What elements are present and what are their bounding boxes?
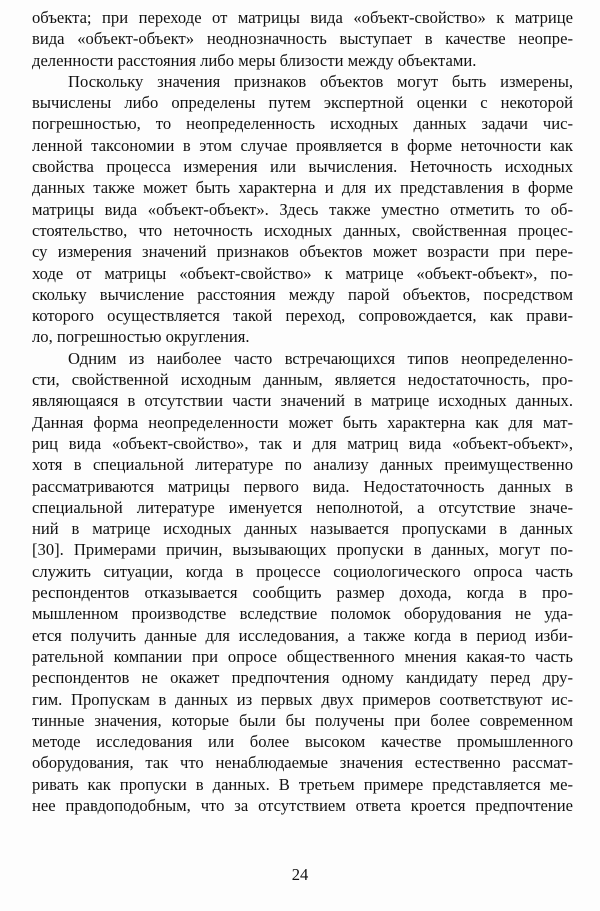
text-line: сти, свойственной исходным данным, является недостаточность, про- — [32, 370, 573, 390]
text-line: матрицы вида «объект-объект». Здесь также уместно отметить то об- — [32, 199, 573, 219]
text-line: рассматриваются матрицы первого вида. Недостаточность данных в — [32, 476, 573, 496]
text-line: специальной литературе именуется неполнотой, а отсутствие значе- — [32, 497, 573, 517]
text-line: методе исследования или более высоком качестве промышленного — [32, 732, 573, 752]
text-line: Данная форма неопределенности может быть характерна как для мат- — [32, 412, 573, 432]
text-line: вида «объект-объект» неоднозначность выступает в качестве неопре- — [32, 29, 573, 49]
text-line: ходе от матрицы «объект-свойство» к матрице «объект-объект», по- — [32, 263, 573, 283]
text-line: хотя в специальной литературе по анализу данных преимущественно — [32, 455, 573, 475]
text-line: Поскольку значения признаков объектов могут быть измерены, — [68, 71, 573, 91]
text-line: нее правдоподобным, что за отсутствием ответа кроется предпочтение — [32, 795, 573, 815]
text-line: оборудования, так что ненаблюдаемые значения естественно рассмат- — [32, 753, 573, 773]
text-line: свойства процесса измерения или вычисления. Неточность исходных — [32, 157, 573, 177]
body-text — [32, 7, 573, 816]
text-line: риц вида «объект-свойство», так и для матриц вида «объект-объект», — [32, 433, 573, 453]
text-line: данных также может быть характерна и для их представления в форме — [32, 178, 573, 198]
text-line: объекта; при переходе от матрицы вида «объект-свойство» к матрице — [32, 8, 573, 27]
text-line: являющаяся в отсутствии части значений в матрице исходных данных. — [32, 391, 573, 411]
text-line: Одним из наиболее часто встречающихся типов неопределенно- — [68, 348, 573, 368]
text-line: ется получить данные для исследования, а также когда в период изби- — [32, 625, 573, 645]
text-line: [30]. Примерами причин, вызывающих пропуски в данных, могут по- — [32, 540, 573, 560]
text-line: респондентов не окажет предпочтения одному кандидату перед дру- — [32, 668, 573, 688]
text-line: деленности расстояния либо меры близости между объектами. — [32, 50, 477, 70]
text-line: скольку вычисление расстояния между парой объектов, посредством — [32, 284, 573, 304]
text-line: ло, погрешностью округления. — [32, 327, 250, 347]
text-line: ний в матрице исходных данных называется пропусками в данных — [32, 519, 573, 539]
text-line: которого осуществляется такой переход, сопровождается, как прави- — [32, 306, 573, 326]
text-line: мышленном производстве вследствие поломок оборудования не уда- — [32, 604, 573, 624]
text-line: респондентов отказывается сообщить размер дохода, когда в про- — [32, 583, 573, 603]
page-number: 24 — [291, 865, 309, 884]
text-line: гим. Пропускам в данных из первых двух примеров соответствуют ис- — [32, 689, 573, 709]
text-line: ривать как пропуски в данных. В третьем примере представляется ме- — [32, 774, 573, 794]
text-line: служить ситуации, когда в процессе социологического опроса часть — [32, 561, 573, 581]
text-line: стоятельство, что неточность исходных данных, свойственная процес- — [32, 220, 573, 240]
text-line: вычислены либо определены путем экспертной оценки с некоторой — [32, 93, 573, 113]
text-line: тинные значения, которые были бы получены при более современном — [32, 710, 573, 730]
text-line: ленной таксономии в этом случае проявляется в форме неточности как — [32, 135, 573, 155]
text-line: рательной компании при опросе общественного мнения какая-то часть — [32, 646, 573, 666]
text-line: погрешностью, то неопределенность исходных данных задачи чис- — [32, 114, 573, 134]
text-line: су измерения значений признаков объектов может возрасти при пере- — [32, 242, 573, 262]
